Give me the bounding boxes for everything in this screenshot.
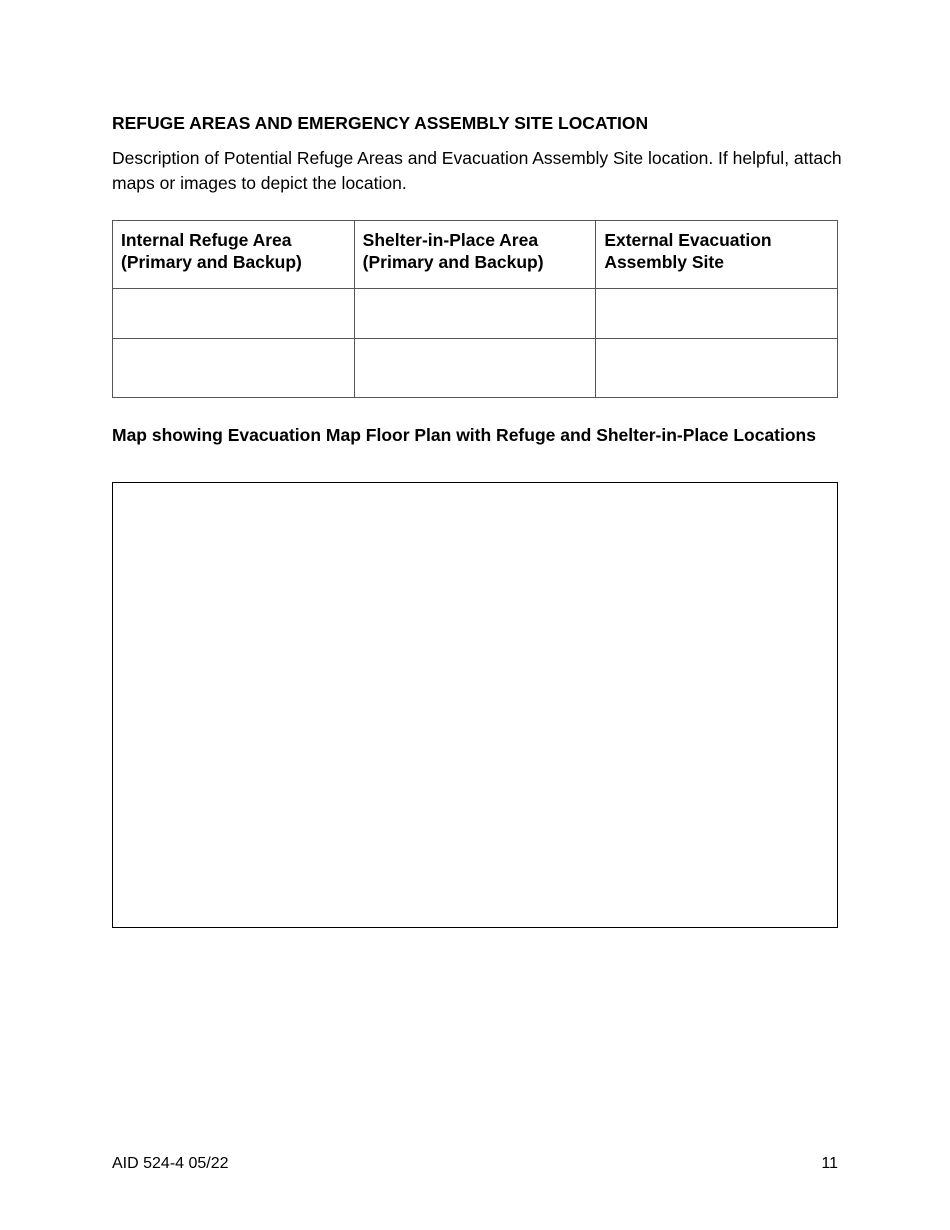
section-heading: REFUGE AREAS AND EMERGENCY ASSEMBLY SITE LOCATION [112, 113, 649, 133]
footer-form-id: AID 524-4 05/22 [112, 1155, 229, 1172]
section-description: Description of Potential Refuge Areas and Evacuation Assembly Site location. If helpful, attach maps or images to depict the location. [112, 148, 842, 193]
evacuation-map-area[interactable] [112, 482, 838, 928]
shelter-in-place-area-cell[interactable] [354, 289, 596, 339]
table-header-row [113, 221, 838, 289]
shelter-in-place-area-cell[interactable] [354, 339, 596, 398]
header-shelter-in-place-area: Shelter-in-Place Area (Primary and Backup) [354, 221, 596, 289]
map-heading: Map showing Evacuation Map Floor Plan with Refuge and Shelter-in-Place Locations [112, 425, 816, 445]
table-row [113, 289, 838, 339]
table-row [113, 339, 838, 398]
footer-page-number: 11 [821, 1155, 838, 1172]
header-internal-refuge-area: Internal Refuge Area (Primary and Backup) [113, 221, 355, 289]
internal-refuge-area-cell[interactable] [113, 339, 355, 398]
refuge-areas-table [112, 220, 838, 398]
internal-refuge-area-cell[interactable] [113, 289, 355, 339]
external-assembly-site-cell[interactable] [596, 289, 838, 339]
header-external-evacuation-assembly-site: External Evacuation Assembly Site [596, 221, 838, 289]
external-assembly-site-cell[interactable] [596, 339, 838, 398]
